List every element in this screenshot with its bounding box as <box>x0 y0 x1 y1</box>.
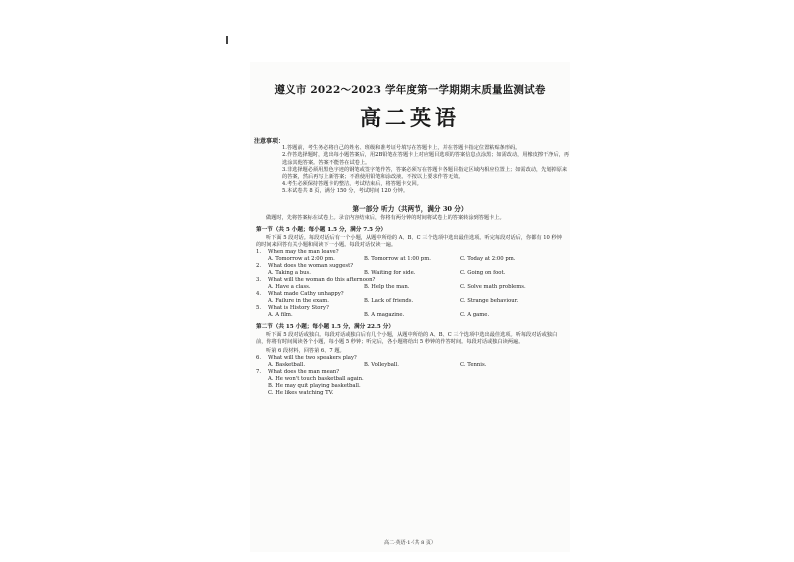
instruction-item: 3.非选择题必须用黑色字迹的钢笔或签字笔作答，答案必须写在答题卡各题目指定区域内相应位置上；如需改动，先划掉原来的答案，然后再写上新答案；不准使用铅笔和涂改液。不按以上要求作答无效。 <box>282 166 568 181</box>
answer-option: B. Tomorrow at 1:00 pm. <box>364 255 431 262</box>
instruction-item: 5.本试卷共 8 页，满分 150 分，考试时间 120 分钟。 <box>282 188 409 195</box>
section1-intro: 听下面 5 段对话。每段对话后有一个小题，从题中所给的 A、B、C 三个选项中选出最佳选项。听完每段对话后，你都有 10 秒钟的时间来回答有关小题和阅读下一小题。每段对话仅读一遍。 <box>256 234 562 248</box>
answer-option: B. Help the man. <box>364 283 410 290</box>
question-number: 4. <box>256 290 262 297</box>
section2-subintro: 听第 6 段材料，回答第 6、7 题。 <box>266 347 345 354</box>
question-options <box>256 376 570 397</box>
instruction-item: 4.考生必须保持答题卡的整洁，考试结束后，将答题卡交回。 <box>282 181 422 188</box>
section2-questions <box>250 355 570 397</box>
question <box>256 291 570 305</box>
instructions <box>250 138 570 196</box>
instructions-heading: 注意事项： <box>254 138 285 145</box>
answer-option: B. Volleyball. <box>364 361 399 368</box>
question-text: What will the woman do this afternoon? <box>268 276 376 283</box>
question-stem <box>256 369 570 376</box>
answer-option: C. Strange behaviour. <box>460 297 519 304</box>
page-footer: 高二·英语·1·（共 8 页） <box>384 540 436 546</box>
question <box>256 277 570 291</box>
question-text: What does the man mean? <box>268 368 340 375</box>
answer-option: A. Tomorrow at 2:00 pm. <box>268 255 335 262</box>
instruction-item: 2.作答选择题时，选出每小题答案后，用2B铅笔在答题卡上对应题目选项的答案信息点涂黑；如需改动，用橡皮擦干净后，再选涂其他答案。答案不能答在试卷上。 <box>282 152 570 166</box>
section1-questions <box>250 249 570 319</box>
question-stem <box>256 305 570 312</box>
answer-option: A. Taking a bus. <box>268 269 311 276</box>
scan-mark <box>226 36 228 44</box>
answer-option: C. Going on foot. <box>460 269 506 276</box>
question-options <box>268 256 570 263</box>
answer-option: A. Have a class. <box>268 283 311 290</box>
part1-intro: 做题时，先将答案标在试卷上。录音内容结束后，你将有两分钟的时间将试卷上的答案转涂到答题卡上。 <box>266 214 505 221</box>
question-stem <box>256 277 570 284</box>
answer-option: C. He likes watching TV. <box>268 389 334 396</box>
question-options <box>268 270 570 277</box>
part1-title: 第一部分 听力（共两节，满分 30 分） <box>352 204 468 213</box>
answer-option: B. A magazine. <box>364 311 405 318</box>
question-number: 3. <box>256 276 262 283</box>
question-number: 2. <box>256 262 262 269</box>
question-number: 7. <box>256 368 262 375</box>
answer-option: A. Failure in the exam. <box>268 297 329 304</box>
question <box>256 355 570 369</box>
answer-option: A. A film. <box>268 311 293 318</box>
section2-title: 第二节（共 15 小题；每小题 1.5 分，满分 22.5 分） <box>256 323 394 330</box>
answer-option: C. Solve math problems. <box>460 283 526 290</box>
instruction-item: 1.答题前，考生务必将自己的姓名、班级和准考证号填写在答题卡上，并在答题卡指定位置粘贴条形码。 <box>282 145 521 152</box>
answer-option: B. Lack of friends. <box>364 297 414 304</box>
question-stem <box>256 249 570 256</box>
answer-option: B. He may quit playing basketball. <box>268 382 361 389</box>
answer-option: C. Tennis. <box>460 361 487 368</box>
question <box>256 249 570 263</box>
question-number: 5. <box>256 304 262 311</box>
question-options <box>268 284 570 291</box>
question-text: When may the man leave? <box>268 248 339 255</box>
question-stem <box>256 291 570 298</box>
section1-title: 第一节（共 5 小题；每小题 1.5 分，满分 7.5 分） <box>256 226 387 233</box>
exam-page <box>250 62 570 552</box>
question-text: What will the two speakers play? <box>268 354 357 361</box>
question-options <box>268 312 570 319</box>
section2-intro: 听下面 5 段对话或独白。每段对话或独白后有几个小题，从题中所给的 A、B、C 三个选项中选出最佳选项。听每段对话或独白前，你将有时间阅读各个小题，每小题 5 秒钟；听完后，各小题将给出 5 秒钟的作答时间。每段对话或独白读两遍。 <box>256 331 558 345</box>
exam-title: 高二英语 <box>360 105 460 130</box>
answer-option: C. A game. <box>460 311 490 318</box>
question <box>256 263 570 277</box>
question-stem <box>256 263 570 270</box>
answer-option: A. Basketball. <box>268 361 306 368</box>
question-text: What does the woman suggest? <box>268 262 354 269</box>
question-text: What is History Story? <box>268 304 329 311</box>
question-options <box>268 362 570 369</box>
question-text: What made Cathy unhappy? <box>268 290 344 297</box>
exam-header: 遵义市 2022～2023 学年度第一学期期末质量监测试卷 <box>274 84 546 96</box>
question-number: 6. <box>256 354 262 361</box>
question <box>256 305 570 319</box>
question-options <box>268 298 570 305</box>
question <box>256 369 570 397</box>
question-stem <box>256 355 570 362</box>
answer-option: B. Waiting for side. <box>364 269 416 276</box>
question-number: 1. <box>256 248 262 255</box>
answer-option: C. Today at 2:00 pm. <box>460 255 516 262</box>
answer-option: A. He won't touch basketball again. <box>268 375 364 382</box>
